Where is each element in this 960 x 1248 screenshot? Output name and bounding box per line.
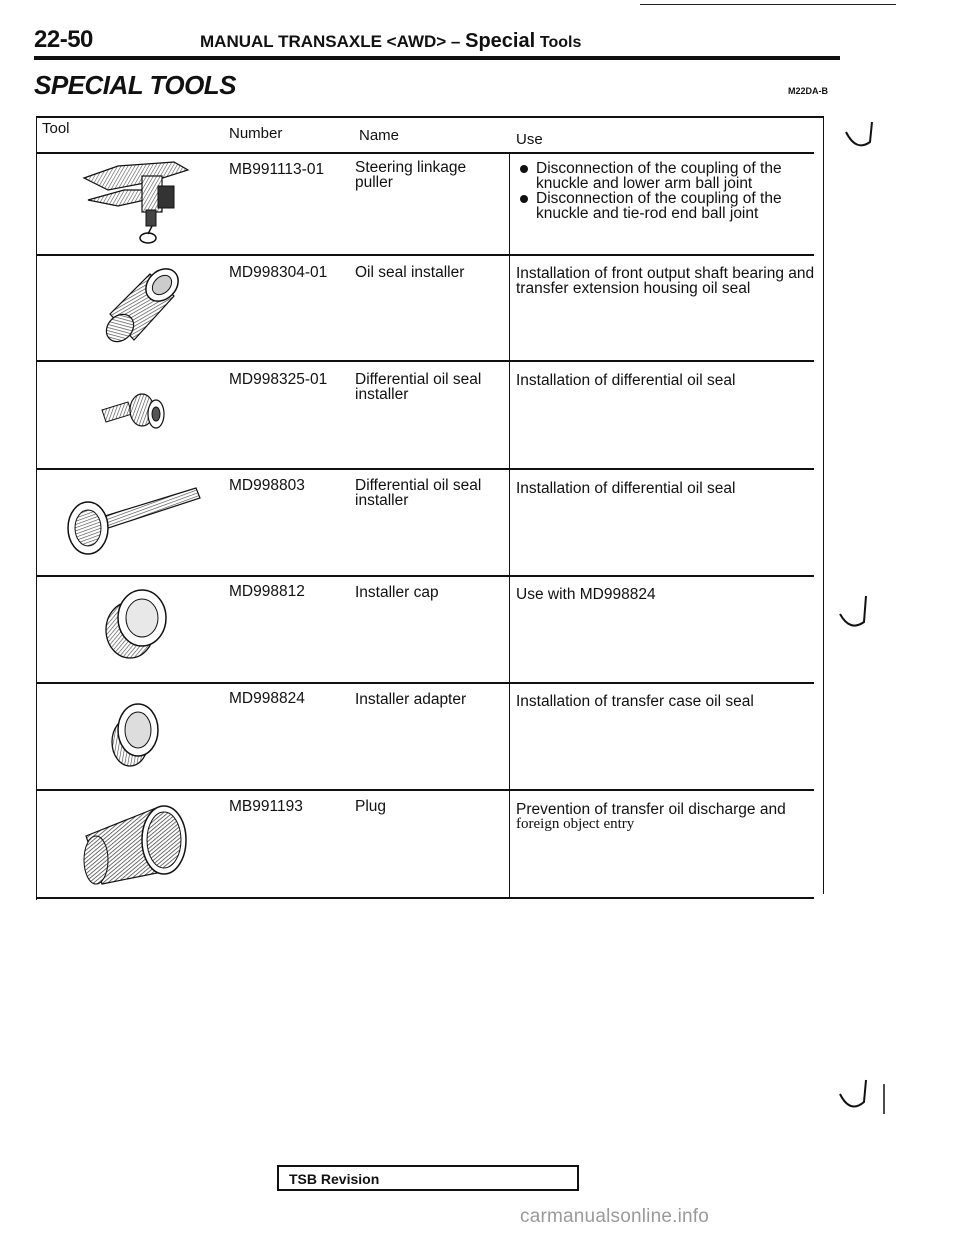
tool-name: Oil seal installer [355,264,465,281]
header-rule [34,56,840,60]
tool-number: MD998812 [229,583,305,600]
plug-illustration [80,796,192,886]
table-left-border [36,116,37,900]
header-title-tools: Tools [539,34,582,51]
use-list-item: Disconnection of the coupling of the knuckle and tie-rod end ball joint [516,191,816,221]
tool-use-line: Prevention of transfer oil discharge and [516,801,786,818]
tool-name: Differential oil seal installer [355,477,482,509]
tool-number: MD998325-01 [229,371,328,388]
tool-number: MD998304-01 [229,264,328,281]
tool-name: Steering linkage puller [355,159,467,191]
watermark[interactable]: carmanualsonline.info [520,1206,710,1227]
binder-mark [836,1070,896,1120]
table-top-rule [36,116,824,118]
tool-name: Plug [355,798,387,815]
table-bottom-rule [36,897,814,899]
tool-name: Installer adapter [355,691,467,708]
tsb-revision-box [277,1165,579,1191]
table-row-rule [36,575,814,577]
use-list-item: Disconnection of the coupling of the knuckle and lower arm ball joint [516,161,816,191]
binder-mark [836,590,876,634]
section-title: SPECIAL TOOLS [34,70,237,100]
tool-use: Installation of differential oil seal [516,480,736,497]
table-column-divider [509,152,510,898]
section-code: M22DA-B [788,86,829,96]
tool-number: MB991193 [229,798,303,815]
tool-use: Use with MD998824 [516,586,656,603]
tool-use [516,161,816,221]
differential-oil-seal-installer-illustration [60,482,206,562]
tsb-revision-label: TSB Revision [289,1171,380,1187]
tool-use-line: foreign object entry [516,816,635,832]
table-right-border [823,116,824,894]
tool-number: MD998803 [229,477,305,494]
installer-cap-illustration [100,586,172,662]
header-title [200,30,581,53]
col-header-number: Number [229,125,283,142]
table-header-rule [36,152,814,154]
table-row-rule [36,468,814,470]
table-row-rule [36,254,814,256]
binder-mark [842,118,882,158]
use-list [516,161,816,221]
table-row-rule [36,789,814,791]
differential-oil-seal-installer-illustration [98,388,170,438]
table-row-rule [36,682,814,684]
tool-name: Differential oil seal installer [355,371,482,403]
page-number: 22-50 [34,26,93,53]
tool-use: Installation of front output shaft bearing and transfer extension housing oil seal [516,265,815,297]
header-top-rule [640,4,896,5]
table-row-rule [36,360,814,362]
tool-number: MB991113-01 [229,161,325,178]
tool-use [516,802,816,832]
header-title-main: MANUAL TRANSAXLE <AWD> – [200,32,466,51]
installer-adapter-illustration [106,696,164,772]
tool-name: Installer cap [355,584,439,601]
header-title-special: Special [465,30,536,52]
col-header-tool: Tool [42,120,70,137]
col-header-use: Use [516,131,543,148]
tool-number: MD998824 [229,690,305,707]
tool-use: Installation of transfer case oil seal [516,693,754,710]
steering-linkage-puller-illustration [78,156,198,248]
tool-use: Installation of differential oil seal [516,372,736,389]
col-header-name: Name [359,127,400,144]
oil-seal-installer-illustration [100,266,192,350]
